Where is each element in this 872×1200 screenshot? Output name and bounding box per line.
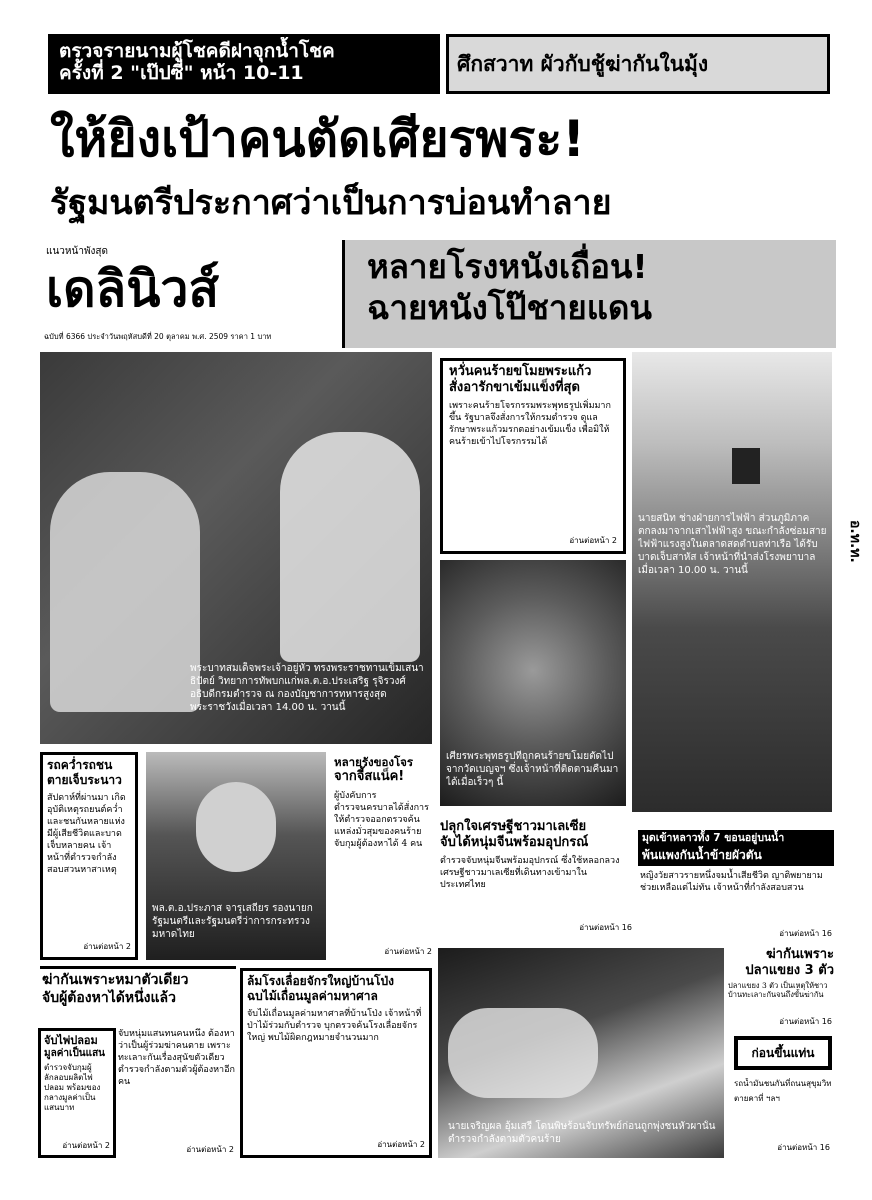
dog-body: จับหนุ่มแสนทนคนหนึ่ง ต้องหาว่าเป็นผู้ร่วมฆ่าคนตาย เพราะทะเลาะกันเรื่องสุนัขตัวเดียว ตำรวจกำลังตามตัวผู้ต้องหาอีกคน — [118, 1029, 235, 1087]
fight-teaser: ศึกสวาท ผัวกับชู้ฆ่ากันในมุ้ง — [457, 52, 709, 76]
photo-credit: อ.ท.ท. — [847, 520, 863, 563]
lottery-line-2: ครั้งที่ 2 "เป๊ปซี่" หน้า 10-11 — [59, 61, 304, 84]
cablecar-caption: นายสนิท ช่างฝ่ายการไฟฟ้า ส่วนภูมิภาค ตกลงมาจากเสาไฟฟ้าสูง ขณะกำลังซ่อมสายไฟฟ้าแรงสูงในตลาดสดตำบลท่าเรือ ได้รับบาดเจ็บสาหัส เจ้าหน้าที่นำส่งโรงพยาบาล เมื่อเวลา 10.00 น. วานนี้ — [638, 513, 827, 576]
malaysia-body: ตำรวจจับหนุ่มจีนพร้อมอุปกรณ์ ซึ่งใช้หลอกลวงเศรษฐีชาวมาเลเซียที่เดินทางเข้ามาในประเทศไทย — [440, 856, 620, 891]
malaysia-story — [438, 816, 634, 936]
fake-more: อ่านต่อหน้า 2 — [62, 1141, 110, 1150]
flood-title-2: พ้นแพงกันน้ำข้ายผัวตัน — [638, 847, 834, 866]
emerald-title-1: หวั่นคนร้ายขโมยพระแก้ว — [449, 364, 592, 379]
fake-cards-story — [38, 1028, 116, 1158]
malaysia-title-2: จับได้หนุ่มจีนพร้อมอุปกรณ์ — [440, 834, 589, 850]
index-more: อ่านต่อหน้า 16 — [777, 1143, 830, 1152]
cinema-line-2: ฉายหนังโป๊ชายแดน — [367, 287, 652, 327]
robbers-more: อ่านต่อหน้า 2 — [384, 947, 432, 956]
cablecar-cabin — [732, 448, 760, 484]
cablecar-photo — [632, 352, 832, 812]
fish-body: ปลาแขยง 3 ตัว เป็นเหตุให้ชาวบ้านทะเลาะกันจนถึงขั้นฆ่ากัน — [728, 981, 828, 1000]
lottery-box — [48, 34, 440, 94]
accident-title-2: ตายเจ็บระนาว — [47, 772, 122, 787]
flood-body: หญิงวัยสาวรายหนึ่งจมน้ำเสียชีวิต ญาติพยายามช่วยเหลือแต่ไม่ทัน เจ้าหน้าที่กำลังสอบสวน — [640, 870, 823, 893]
robbers-story — [332, 752, 434, 960]
accident-body: สัปดาห์ที่ผ่านมา เกิดอุบัติเหตุรถยนต์คว่ำและชนกันหลายแห่ง มีผู้เสียชีวิตและบาดเจ็บหลายคน เจ้าหน้าที่ตำรวจกำลังสอบสวนหาสาเหตุ — [47, 793, 126, 876]
flood-title-1: มุดเข้าหลาวทั้ง 7 ขอนอยู่บนน้ำ — [638, 830, 834, 847]
fake-body: ตำรวจจับกุมผู้ลักลอบผลิตไพ่ปลอม พร้อมของกลางมูลค่าเป็นแสนบาท — [44, 1063, 101, 1113]
index-list — [734, 1078, 832, 1158]
royal-caption: พระบาทสมเด็จพระเจ้าอยู่หัว ทรงพระราชทานเข็มเสนาธิปัตย์ วิทยาการทัพบกแก่พล.ต.อ.ประเสริฐ รุจิรวงศ์ อธิบดีกรมตำรวจ ณ กองบัญชาการทหารสูงสุด พระราชวังเมื่อเวลา 14.00 น. วานนี้ — [190, 663, 424, 713]
robbers-title-2: จากจี้สแน็ค! — [334, 769, 405, 785]
fish-story — [728, 946, 834, 1028]
dog-title-1: ฆ่ากันเพราะหมาตัวเดียว — [42, 972, 189, 988]
robbers-body: ผู้บังคับการตำรวจนครบาลได้สั่งการให้ตำรวจออกตรวจค้นแหล่งมั่วสุมของคนร้าย จับกุมผู้ต้องหาได้ 4 คน — [334, 790, 429, 849]
royal-photo-figure-left — [50, 472, 200, 712]
injured-caption: นายเจริญผล อุ้มเสรี โดนพิษร้อนจับทรัพย์ก่อนถูกพุ่งชนหัวผานั้น ตำรวจกำลังตามตัวคนร้าย — [448, 1121, 716, 1145]
dog-body-box — [118, 1028, 236, 1158]
dog-story — [40, 966, 236, 1026]
index-item-2: ตายคาที่ ฯลฯ — [734, 1094, 780, 1103]
lottery-line-1: ตรวจรายนามผู้โชคดีฝาจุกน้ำโชค — [59, 40, 335, 62]
accident-title-1: รถคว่ำรถชน — [47, 758, 113, 772]
royal-photo-figure-right — [280, 432, 420, 662]
main-headline: ให้ยิงเป้าคนตัดเศียรพระ! — [50, 110, 586, 168]
emerald-title-2: สั่งอารักขาเข้มแข็งที่สุด — [449, 379, 580, 395]
dog-more: อ่านต่อหน้า 2 — [186, 1145, 234, 1154]
fight-teaser-box — [446, 34, 830, 94]
robbers-title-1: หลายรังของโจร — [334, 755, 414, 769]
sawmill-story — [240, 968, 432, 1158]
accident-story — [40, 752, 138, 960]
injured-photo-figure — [448, 1008, 598, 1098]
sawmill-title-1: ล้มโรงเลื่อยจักรใหญ่บ้านโป่ง — [247, 974, 394, 988]
malaysia-title-1: ปลุกใจเศรษฐีชาวมาเลเซีย — [440, 819, 587, 834]
index-logo-box — [734, 1036, 832, 1070]
emerald-body: เพราะคนร้ายโจรกรรมพระพุทธรูปเพิ่มมากขึ้น รัฐบาลจึงสั่งการให้กรมตำรวจ ดูแลรักษาพระแก้วมรกตอย่างเข้มแข็ง เพื่อมิให้คนร้ายเข้าไปโจรกรรมได้ — [449, 401, 611, 448]
sub-headline: รัฐมนตรีประกาศว่าเป็นการบ่อนทำลาย — [50, 183, 612, 223]
sawmill-body: จับไม้เถื่อนมูลค่ามหาศาลที่บ้านโป่ง เจ้าหน้าที่ป่าไม้ร่วมกับตำรวจ บุกตรวจค้นโรงเลื่อยจักรใหญ่ พบไม้ผิดกฎหมายจำนวนมาก — [247, 1009, 422, 1044]
buddha-caption: เศียรพระพุทธรูปที่ถูกคนร้ายขโมยตัดไปจากวัดเบญจฯ ซึ่งเจ้าหน้าที่ติดตามคืนมาได้เมื่อเร็วๆ นี้ — [446, 751, 619, 788]
masthead-tagline: แนวหน้าพังสุด — [46, 246, 109, 257]
index-item-1: รถน้ำมันชนกันที่ถนนสุขุมวิท — [734, 1079, 832, 1088]
fish-more: อ่านต่อหน้า 16 — [779, 1017, 832, 1026]
royal-photo — [40, 352, 432, 744]
general-caption: พล.ต.อ.ประภาส จารุเสถียร รองนายกรัฐมนตรีและรัฐมนตรีว่าการกระทรวงมหาดไทย — [152, 903, 313, 940]
fish-title-1: ฆ่ากันเพราะ — [766, 947, 834, 962]
accident-more: อ่านต่อหน้า 2 — [83, 942, 131, 951]
flood-story — [638, 830, 834, 942]
cinema-box — [342, 240, 836, 348]
cinema-line-1: หลายโรงหนังเถื่อน! — [367, 247, 648, 286]
fish-title-2: ปลาแขยง 3 ตัว — [745, 962, 834, 978]
general-photo-face — [196, 782, 276, 872]
issue-line: ฉบับที่ 6366 ประจำวันพฤหัสบดีที่ 20 ตุลาคม พ.ศ. 2509 ราคา 1 บาท — [44, 332, 272, 341]
malaysia-more: อ่านต่อหน้า 16 — [579, 923, 632, 932]
index-logo: ก่อนขึ้นแท่น — [751, 1046, 815, 1060]
fake-title-1: จับไพ่ปลอม — [44, 1034, 98, 1047]
fake-title-2: มูลค่าเป็นแสน — [44, 1047, 106, 1059]
emerald-more: อ่านต่อหน้า 2 — [569, 536, 617, 545]
masthead — [42, 240, 332, 326]
dog-title-2: จับผู้ต้องหาได้หนึ่งแล้ว — [42, 989, 176, 1006]
flood-more: อ่านต่อหน้า 16 — [779, 929, 832, 938]
buddha-head-photo — [440, 560, 626, 806]
sawmill-title-2: ฉบไม้เถื่อนมูลค่ามหาศาล — [247, 988, 378, 1003]
emerald-story — [440, 358, 626, 554]
general-photo — [146, 752, 326, 960]
sawmill-more: อ่านต่อหน้า 2 — [377, 1140, 425, 1149]
injured-photo — [438, 948, 724, 1158]
masthead-logo: เดลินิวส์ — [46, 260, 219, 318]
